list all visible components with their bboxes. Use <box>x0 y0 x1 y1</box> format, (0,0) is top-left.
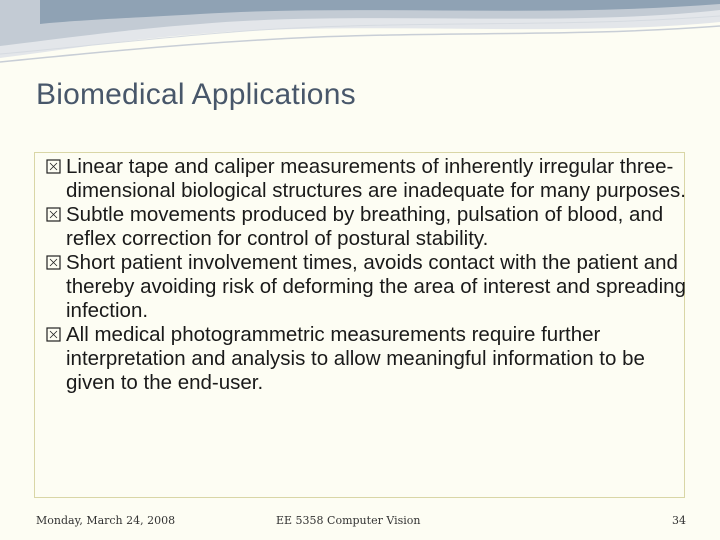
bullet-item <box>46 323 686 395</box>
missing-glyph-box-icon <box>46 255 61 270</box>
footer-date: Monday, March 24, 2008 <box>36 514 176 527</box>
bullet-text: Short patient involvement times, avoids contact with the patient and thereby avoiding risk of deforming the area of interest and spreading infection. <box>66 251 686 322</box>
missing-glyph-box-icon <box>46 159 61 174</box>
bullet-item <box>46 203 686 251</box>
slide-title: Biomedical Applications <box>36 78 356 111</box>
bullet-text: All medical photogrammetric measurements require further interpretation and analysis to allow meaningful information to be given to the end-user. <box>66 323 645 394</box>
bullet-list <box>46 155 686 395</box>
bullet-item <box>46 251 686 323</box>
missing-glyph-box-icon <box>46 207 61 222</box>
bullet-text: Linear tape and caliper measurements of inherently irregular three-dimensional biological structures are inadequate for many purposes. <box>66 155 686 202</box>
bullet-text: Subtle movements produced by breathing, pulsation of blood, and reflex correction for control of postural stability. <box>66 203 664 250</box>
header-swoosh-decoration <box>0 0 720 80</box>
footer-page-number: 34 <box>672 514 686 527</box>
footer-course-name: EE 5358 Computer Vision <box>276 514 421 527</box>
missing-glyph-box-icon <box>46 327 61 342</box>
bullet-item <box>46 155 686 203</box>
